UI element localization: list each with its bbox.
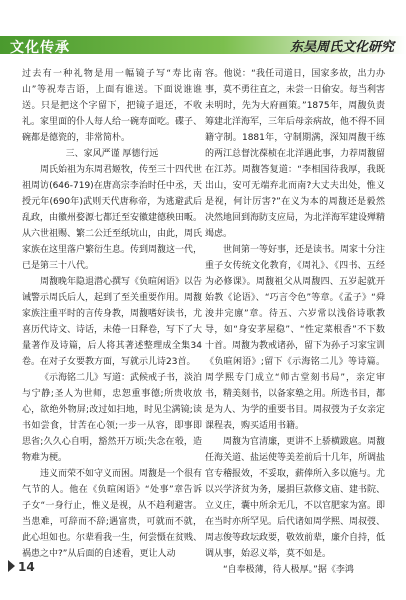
left-paragraph-4: 《示海铭二儿》写道：武候戒子书，淡泊与宁静;圣人为世师，忠恕重事德;所贵收放心，欲绝外物屏;改过如扫地，时见尘满镜;读书如尝食，甘苦在心领;一步一从容，即事即思省;久久心自明，豁然开万顷;失念在彀，造物难为梗。 [22,373,203,463]
right-column [205,66,385,578]
left-paragraph-1: 过去有一种礼物是用一幅镜子写“寿比南山”等祝寿吉语，上面有谁送。下面说谁谁送。只是把这个字留下，把镜子退还，不收礼。家里面的仆人每人给一碗寿面吃。碟子、碗都是德瓷的，非常简朴。 [22,69,203,143]
journal-name: 东吴周氏文化研究 [289,40,394,55]
left-paragraph-3: 周馥晚年隐退潜心撰写《负暄闲语》以告诫警示周氏后人，起到了至关重要作用。周馥家族注重平时的言传身教，周馥嗜好读书，尤喜历代诗文、诗话，未倦一日释卷，写下了大量著作及诗篇，后人将其著述整理成全集34卷。在对子女要教方面，写就示儿诗23首。 [22,277,203,367]
section-title: 文化传承 [10,40,70,56]
right-paragraph-4: “自奉极薄，待人极厚。”据《李鸿 [223,565,354,575]
left-paragraph-5: 违义而荣不如守义而困。周馥是一个很有气节的人。他在《负暄闲语》“处事”章告诉子女“一身行止，惟义是视，从不趋利避害。当患难，可辞而不辞;遇富贵，可就而不就，此心坦如也。尔辈看我一生，何尝慑在贫贱、祸患之中?”从后面的自述看，更让人动 [22,469,203,559]
right-paragraph-3: 周馥为官清廉，更讲不上骄横跋扈。周馥任海关道、盐运使等美差前后十几年，所调盐官专稽报效，不妥取，薪俸所入多以施与。尤以兴学济贫为务，屡捐巨款修文庙、建书院、立义庄，囊中所余无几，不以官肥家为富。即在当时亦所罕见。后代诸如周学熙、周叔弢、周志俊等政坛政要，敬效前辈，廉介自持，低调从事，始忍义举，莫不如是。 [205,437,386,559]
right-paragraph-2: 世间第一等好事，还是读书。周家十分注重子女传统文化教育，《周礼》、《四书、五经为必修课》。周馥祖父从周馥四、五岁起就开始教《论语》、“巧言令色”等章。《孟子》“舜浚井完廪”章。待五、六岁常以浅俗诗歌教导，如“身安茅屋稳”、“性定菜根香”不下数十首。周馥为教戒诸孙，留下为孙子习家宝训《负暄闲语》;留下《示海铭二儿》等诗篇。周学熙专门成立“师古堂刻书局”，亲定审书，精美刻书，以备家塾之用。所选书目，都是为人、为学的重要书目。周叔弢为子女亲定课程表，购买适用书籍。 [205,245,386,431]
section-heading: 三、家风严谨 厚德行远 [65,149,159,159]
page-header [0,0,406,62]
right-paragraph-1: 容。他说：“我任司道日，国家多故，出力办事，莫不勇往直之，未尝一日偷安。每当利害未明时，先为大府画策。”1875年，周馥负责筹建北洋海军，三年后母亲病故，他不得不回籍守制。1881年，守制期满，深知周馥干练的两江总督沈葆桢在北洋遇此事，力荐周馥留在江苏。周馥答复道：“李相国待我厚，我既出山，安可无端弃北而南?大丈夫出处，惟义是视，何计厉害?”在义为本的周馥还是毅然决然地回到海防支应局，为北洋海军建设殚精竭虑。 [205,69,386,239]
left-paragraph-2: 周氏始祖为东周君姬牧，传至三十四代世祖周访(646-719)在唐高宗李治时任中丞，天授元年(690年)武则天代唐称帝，为逃避武后乱政，由徽州婺源七都迁至安徽建德秧田畈。从六世祖赐、繁二公迁至纸坑山，由此，周氏家族在这里落户繁衍生息。传到周馥这一代，已是第三十八代。 [22,165,203,271]
left-column [22,66,202,562]
page-number-text: 14 [18,560,35,574]
page-number [8,560,35,574]
page-arrow-icon [8,560,15,572]
